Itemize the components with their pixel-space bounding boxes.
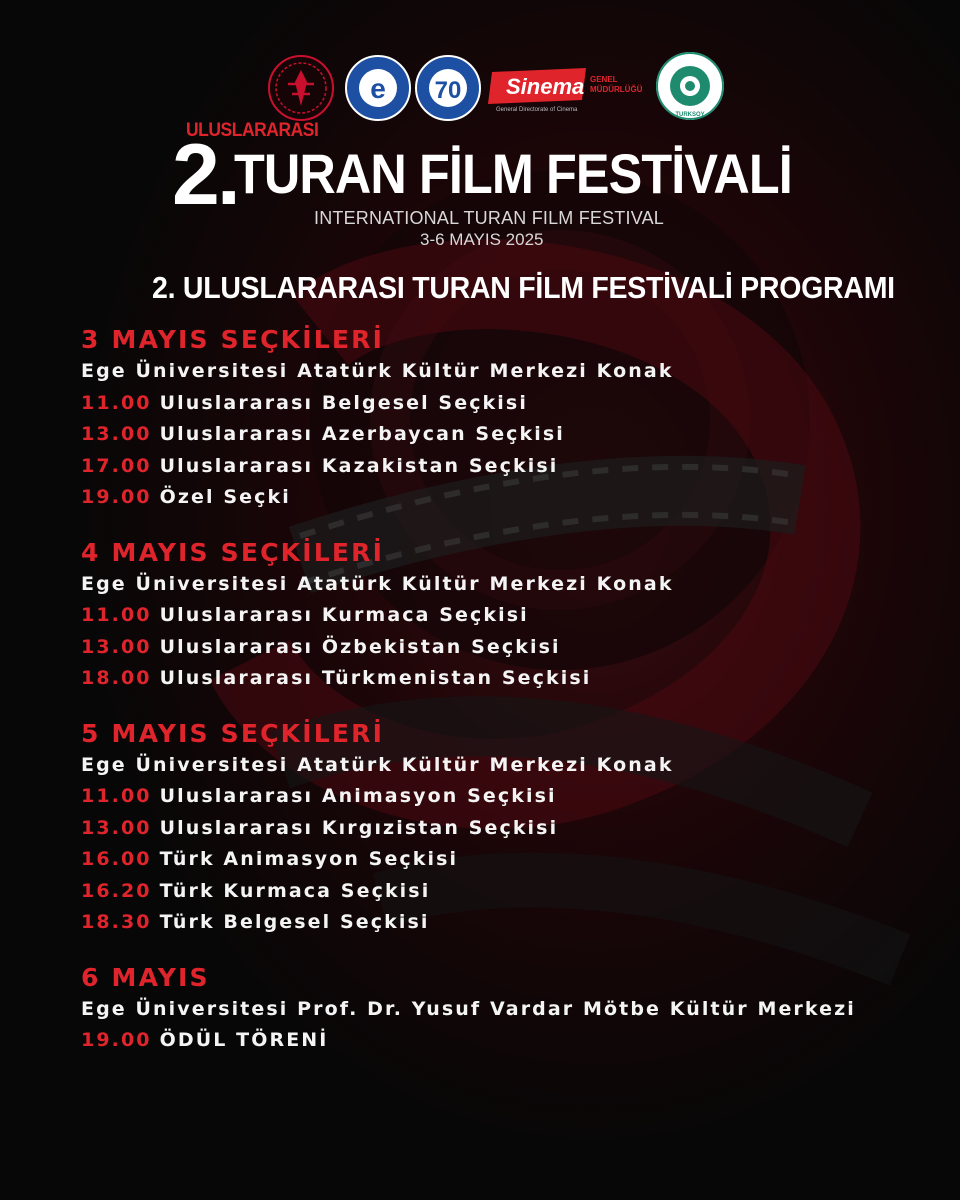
ege-university-70-logo — [414, 54, 482, 122]
event-time: 18.00 — [81, 667, 152, 689]
day-heading: 5 MAYIS SEÇKİLERİ — [81, 718, 385, 748]
sponsor-logos — [266, 50, 726, 124]
day-heading: 4 MAYIS SEÇKİLERİ — [81, 537, 385, 567]
venue: Ege Üniversitesi Prof. Dr. Yusuf Vardar Mötbe Kültür Merkezi — [81, 997, 856, 1020]
program-schedule — [81, 322, 951, 1057]
venue: Ege Üniversitesi Atatürk Kültür Merkezi Konak — [81, 360, 674, 382]
day-heading: 3 MAYIS SEÇKİLERİ — [81, 325, 385, 354]
event-time: 16.00 — [81, 848, 152, 870]
event-name: Uluslararası Belgesel Seçkisi — [159, 391, 528, 414]
event-time: 11.00 — [81, 785, 152, 807]
festival-edition-number: 2. — [172, 127, 238, 223]
event-row — [81, 482, 951, 514]
event-row — [81, 451, 951, 483]
svg-text:e: e — [370, 73, 386, 104]
event-row — [81, 813, 951, 845]
event-name: Türk Kurmaca Seçkisi — [159, 879, 431, 902]
event-name: Uluslararası Türkmenistan Seçkisi — [159, 667, 592, 689]
svg-text:GENEL: GENEL — [590, 75, 618, 84]
event-name: Uluslararası Kazakistan Seçkisi — [159, 454, 559, 477]
event-time: 16.20 — [81, 879, 152, 902]
event-name: Uluslararası Azerbaycan Seçkisi — [159, 423, 565, 445]
day-section — [81, 535, 951, 695]
event-time: 13.00 — [81, 635, 152, 658]
day-heading: 6 MAYIS — [81, 962, 210, 992]
event-name: Uluslararası Animasyon Seçkisi — [159, 785, 557, 807]
day-section — [81, 960, 951, 1057]
event-row — [81, 781, 951, 813]
venue: Ege Üniversitesi Atatürk Kültür Merkezi Konak — [81, 753, 674, 776]
event-time: 13.00 — [81, 816, 152, 839]
event-row — [81, 388, 951, 420]
event-row — [81, 632, 951, 664]
event-time: 18.30 — [81, 911, 152, 933]
event-time: 19.00 — [81, 1029, 152, 1051]
event-time: 17.00 — [81, 454, 152, 477]
event-row — [81, 600, 951, 632]
sinema-logo — [486, 64, 656, 112]
event-name: Özel Seçki — [159, 486, 291, 508]
festival-title: TURAN FİLM FESTİVALİ — [234, 142, 792, 205]
event-name: Uluslararası Kurmaca Seçkisi — [159, 604, 529, 626]
event-name: ÖDÜL TÖRENİ — [159, 1029, 329, 1051]
event-time: 19.00 — [81, 486, 152, 508]
svg-text:70: 70 — [434, 77, 462, 104]
festival-subtitle: INTERNATIONAL TURAN FILM FESTIVAL — [314, 208, 664, 228]
turksoy-logo — [654, 50, 726, 122]
event-row — [81, 876, 951, 908]
sinema-wordmark: Sinema — [506, 74, 585, 99]
ministry-emblem-icon — [266, 54, 336, 122]
festival-prefix: ULUSLARARASI — [186, 120, 319, 141]
svg-text:General Directorate of Cinema: General Directorate of Cinema — [496, 107, 578, 112]
event-time: 11.00 — [81, 391, 152, 414]
event-name: Uluslararası Özbekistan Seçkisi — [159, 635, 561, 658]
ege-university-logo — [344, 54, 412, 122]
event-row — [81, 844, 951, 876]
event-time: 13.00 — [81, 423, 152, 445]
svg-text:TURKSOY: TURKSOY — [675, 112, 705, 118]
event-name: Uluslararası Kırgızistan Seçkisi — [159, 816, 559, 839]
event-name: Türk Belgesel Seçkisi — [159, 911, 430, 933]
festival-dates: 3-6 MAYIS 2025 — [420, 230, 544, 249]
svg-text:MÜDÜRLÜĞÜ: MÜDÜRLÜĞÜ — [590, 85, 643, 94]
event-row — [81, 1025, 951, 1057]
event-name: Türk Animasyon Seçkisi — [159, 848, 459, 870]
event-row — [81, 419, 951, 451]
event-row — [81, 663, 951, 695]
venue: Ege Üniversitesi Atatürk Kültür Merkezi Konak — [81, 572, 674, 595]
program-title: 2. ULUSLARARASI TURAN FİLM FESTİVALİ PROGRAMI — [152, 270, 895, 305]
day-section — [81, 716, 951, 939]
event-time: 11.00 — [81, 604, 152, 626]
day-section — [81, 322, 951, 514]
event-row — [81, 907, 951, 939]
